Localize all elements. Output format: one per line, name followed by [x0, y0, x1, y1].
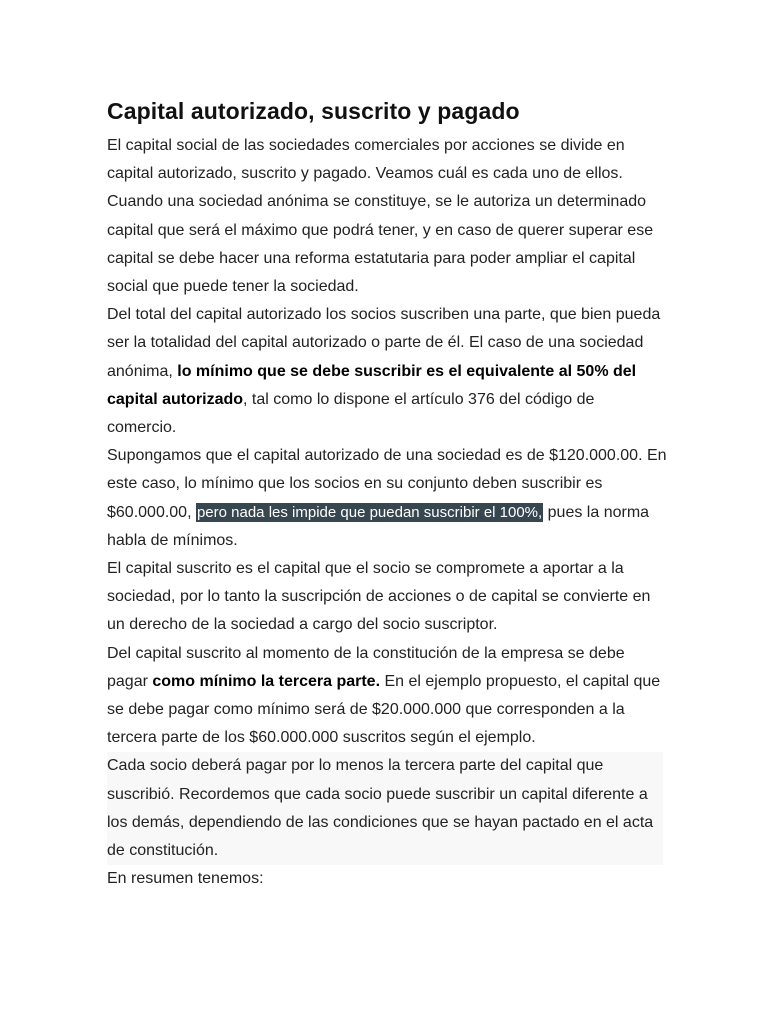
paragraph-resumen: En resumen tenemos: [107, 870, 264, 888]
paragraph-pago-por-socio: Cada socio deberá pagar por lo menos la tercera parte del capital que suscribió. Recordemos que cada socio puede suscribir un capital diferente a los demás, dependiendo de las condiciones que se hayan pactado en el acta de constitución. [107, 752, 663, 865]
highlighted-text: pero nada les impide que puedan suscribir el 100%, [196, 503, 543, 521]
text-segment: En el ejemplo propuesto, el capital que se debe pagar como mínimo será de $20.000.000 que corresponden a la tercera parte de los $60.000.000 suscritos según el ejemplo. [107, 672, 661, 747]
text-segment: Del total del capital autorizado los socios suscriben una parte, que bien pueda ser la totalidad del capital autorizado o parte de él. El caso de una sociedad anónima, [107, 306, 661, 380]
document-page [107, 96, 667, 893]
text-segment: , tal como lo dispone el artículo 376 del código de comercio. [107, 390, 595, 437]
text-segment: pues la norma habla de mínimos. [107, 503, 650, 549]
text-segment: Del capital suscrito al momento de la constitución de la empresa se debe pagar [107, 644, 625, 690]
bold-text: como mínimo la tercera parte. [152, 672, 381, 690]
paragraph-capital-suscrito: El capital suscrito es el capital que el socio se compromete a aportar a la sociedad, por lo tanto la suscripción de acciones o de capital se convierte en un derecho de la sociedad a cargo del socio suscriptor. [107, 560, 651, 634]
paragraph-capital-pagado [107, 640, 667, 753]
text-segment: Supongamos que el capital autorizado de una sociedad es de $120.000.00. En este caso, lo mínimo que los socios en su conjunto deben suscribir es $60.000.00, [107, 447, 667, 521]
page-title: Capital autorizado, suscrito y pagado [107, 98, 520, 124]
paragraph-suscripcion-minima [107, 301, 667, 442]
paragraph-ejemplo-suscripcion [107, 442, 667, 555]
bold-text: lo mínimo que se debe suscribir es el equivalente al 50% del capital autorizado [107, 362, 637, 408]
paragraph-capital-autorizado: Cuando una sociedad anónima se constituye, se le autoriza un determinado capital que será el máximo que podrá tener, y en caso de querer superar ese capital se debe hacer una reforma estatutaria para poder ampliar el capital social que puede tener la sociedad. [107, 193, 654, 296]
paragraph-intro: El capital social de las sociedades comerciales por acciones se divide en capital autorizado, suscrito y pagado. Veamos cuál es cada uno de ellos. [107, 137, 625, 183]
